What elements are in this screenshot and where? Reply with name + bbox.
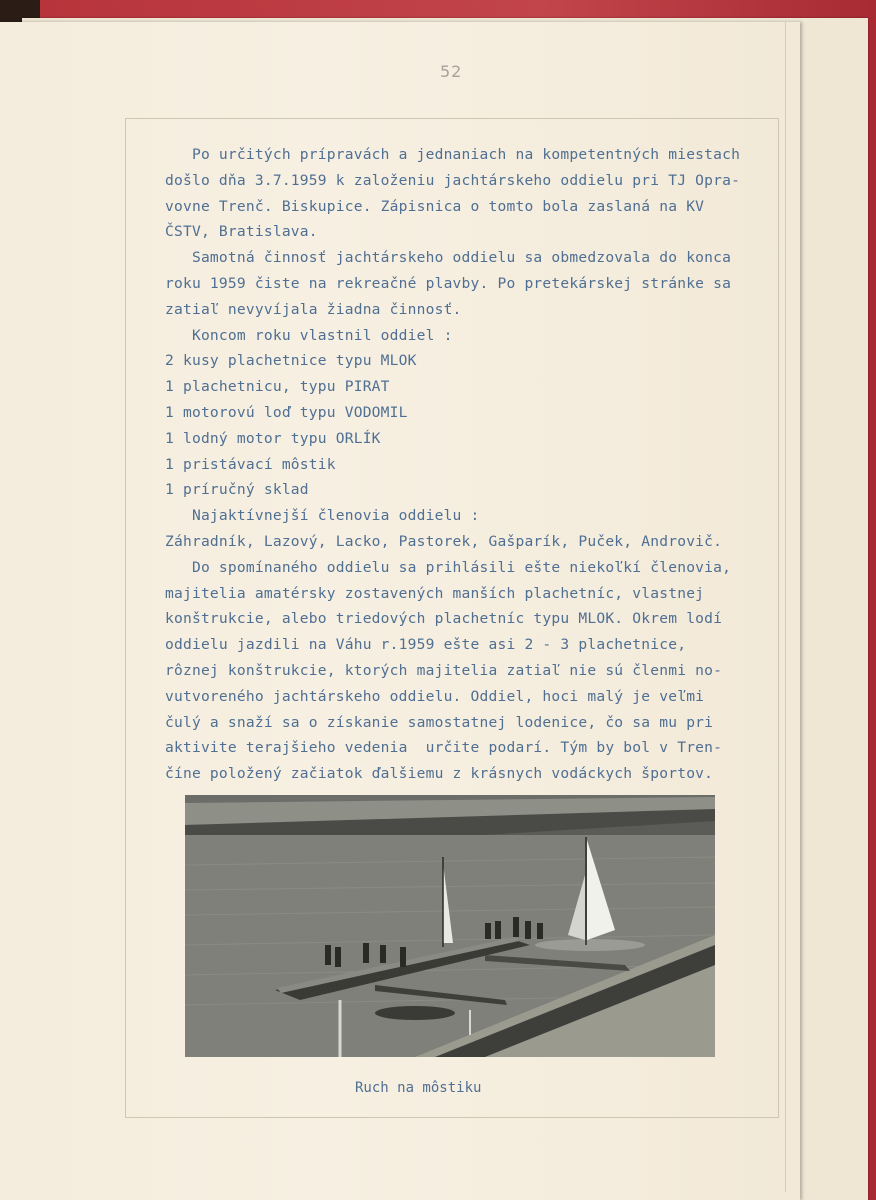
page-number: 52 xyxy=(440,62,463,81)
typed-line: Samotná činnosť jachtárskeho oddielu sa obmedzovala do konca xyxy=(165,249,732,267)
typed-line: 1 príručný sklad xyxy=(165,481,309,499)
typed-line: Koncom roku vlastnil oddiel : xyxy=(165,326,453,344)
typed-line: 1 plachetnicu, typu PIRAT xyxy=(165,378,390,396)
typed-line: 1 pristávací môstik xyxy=(165,455,336,473)
typed-line: čulý a snaží sa o získanie samostatnej lodenice, čo sa mu pri xyxy=(165,713,714,731)
typed-line: ČSTV, Bratislava. xyxy=(165,223,318,241)
typed-line: 1 motorovú loď typu VODOMIL xyxy=(165,403,408,421)
photo-caption: Ruch na môstiku xyxy=(355,1080,482,1096)
typed-line: rôznej konštrukcie, ktorých majitelia zatiaľ nie sú členmi no- xyxy=(165,661,723,679)
typed-line: 2 kusy plachetnice typu MLOK xyxy=(165,352,417,370)
sailing-dock-photo xyxy=(185,795,715,1057)
typed-line: číne položený začiatok ďalšiemu z krásnych vodáckych športov. xyxy=(165,765,714,783)
typed-line: aktivite terajšieho vedenia určite podarí. Tým by bol v Tren- xyxy=(165,739,723,757)
typed-line: oddielu jazdili na Váhu r.1959 ešte asi 2 - 3 plachetnice, xyxy=(165,636,687,654)
typed-line: Do spomínaného oddielu sa prihlásili ešte niekoľkí členovia, xyxy=(165,558,732,576)
typed-line: došlo dňa 3.7.1959 k založeniu jachtárskeho oddielu pri TJ Opra- xyxy=(165,171,741,189)
typed-line: 1 lodný motor typu ORLÍK xyxy=(165,429,381,447)
typed-line: Záhradník, Lazový, Lacko, Pastorek, Gašparík, Puček, Androvič. xyxy=(165,532,723,550)
typed-line: konštrukcie, alebo triedových plachetníc typu MLOK. Okrem lodí xyxy=(165,610,723,628)
page-edge xyxy=(785,22,786,1192)
typed-line: Najaktívnejší členovia oddielu : xyxy=(165,507,480,525)
typed-line: Po určitých prípravách a jednaniach na kompetentných miestach xyxy=(165,146,741,163)
typed-text xyxy=(165,142,765,787)
typed-line: zatiaľ nevyvíjala žiadna činnosť. xyxy=(165,300,462,318)
typed-line: vovne Trenč. Biskupice. Zápisnica o tomto bola zaslaná na KV xyxy=(165,197,705,215)
typed-line: majitelia amatérsky zostavených manších plachetníc, vlastnej xyxy=(165,584,705,602)
typed-line: roku 1959 čiste na rekreačné plavby. Po pretekárskej stránke sa xyxy=(165,274,732,292)
typed-line: vutvoreného jachtárskeho oddielu. Oddiel, hoci malý je veľmi xyxy=(165,687,705,705)
